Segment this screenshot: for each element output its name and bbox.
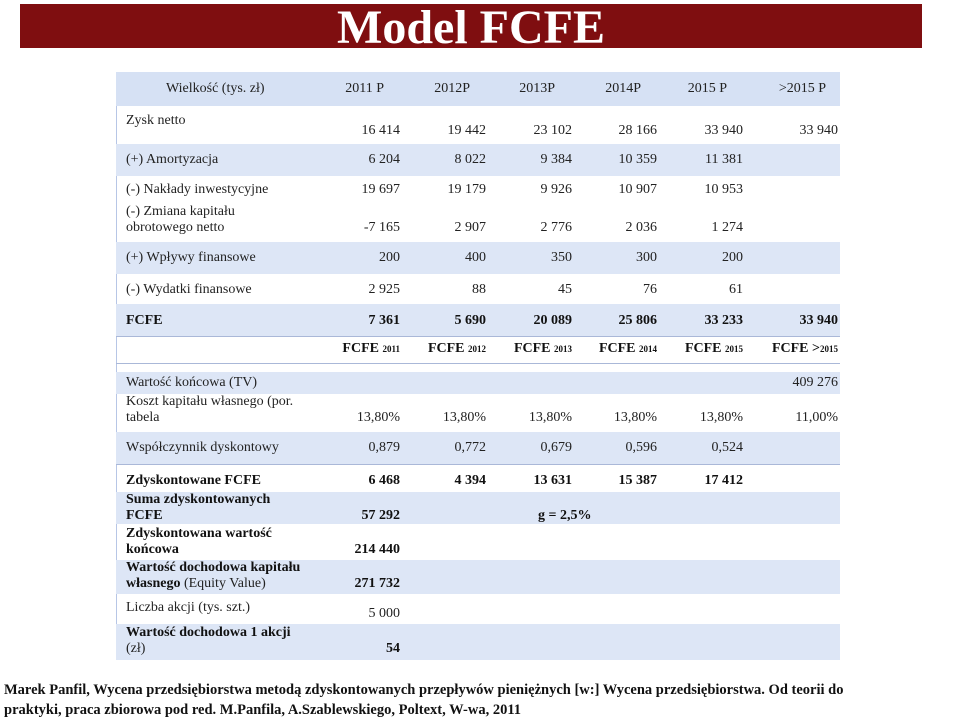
table-row-zysk bbox=[116, 106, 840, 144]
table-row-zmiana-kapitalu bbox=[116, 204, 840, 242]
row-label: (+) Amortyzacja bbox=[126, 152, 219, 167]
cell-value: 350 bbox=[551, 250, 572, 265]
cell-value: -7 165 bbox=[363, 220, 400, 235]
cell-value: 8 022 bbox=[454, 152, 486, 167]
cell-value: 57 292 bbox=[361, 508, 400, 523]
row-label: Zdyskontowane FCFE bbox=[126, 473, 261, 488]
table-row-wartosc-akcji bbox=[116, 624, 840, 660]
cell-value: 25 806 bbox=[618, 313, 657, 328]
table-row-wplywy bbox=[116, 242, 840, 274]
header-col-after-2015: >2015 P bbox=[778, 81, 826, 96]
table-row-zdyskontowane-fcfe bbox=[116, 464, 840, 493]
table-header-row bbox=[116, 72, 840, 106]
slide-title: Model FCFE bbox=[337, 1, 605, 54]
fcfe-label-2012: FCFE 2012 bbox=[427, 341, 486, 356]
cell-value: 20 089 bbox=[533, 313, 572, 328]
table-row-wydatki bbox=[116, 274, 840, 304]
cell-value: 11 381 bbox=[705, 152, 743, 167]
row-label-line2: FCFE bbox=[126, 508, 163, 523]
row-label bbox=[126, 560, 300, 592]
fcfe-label-2015: FCFE 2015 bbox=[684, 341, 743, 356]
cell-value: 10 359 bbox=[618, 152, 657, 167]
cell-value: 88 bbox=[472, 282, 486, 297]
citation-line1: Marek Panfil, Wycena przedsiębiorstwa metodą zdyskontowanych przepływów pieniężnych [w:] Wycena przedsiębiorstwa. Od teorii do bbox=[4, 682, 844, 698]
cell-value: 6 204 bbox=[368, 152, 400, 167]
cell-value: 28 166 bbox=[618, 123, 657, 138]
table-row-suma bbox=[116, 492, 840, 524]
table-row-liczba-akcji bbox=[116, 596, 840, 626]
row-label-line1: Koszt kapitału własnego (por. bbox=[126, 394, 294, 409]
cell-value: 10 953 bbox=[704, 182, 743, 197]
row-label: (+) Wpływy finansowe bbox=[126, 250, 256, 265]
cell-value: 300 bbox=[636, 250, 657, 265]
cell-value: 19 179 bbox=[447, 182, 486, 197]
header-col-2012: 2012P bbox=[434, 81, 470, 96]
table-row-equity-value bbox=[116, 560, 840, 594]
cell-value: 6 468 bbox=[368, 473, 400, 488]
fcfe-label-2014: FCFE 2014 bbox=[598, 341, 657, 356]
cell-value: 2 776 bbox=[540, 220, 572, 235]
row-label-line2: (zł) bbox=[126, 641, 146, 656]
citation-line2: praktyki, praca zbiorowa pod red. M.Panfila, A.Szablewskiego, Poltext, W-wa, 2011 bbox=[4, 702, 522, 718]
cell-value: 0,772 bbox=[454, 440, 486, 455]
cell-value: 45 bbox=[558, 282, 572, 297]
cell-value: 0,596 bbox=[625, 440, 657, 455]
row-label bbox=[126, 204, 235, 236]
fcfe-year-labels-row bbox=[116, 336, 840, 364]
source-citation bbox=[4, 680, 960, 720]
cell-value: 13,80% bbox=[528, 410, 572, 425]
row-label bbox=[126, 394, 293, 426]
row-label bbox=[126, 625, 291, 657]
cell-value: 2 907 bbox=[454, 220, 486, 235]
row-label-line2: tabela bbox=[126, 410, 160, 425]
row-label: Wartość końcowa (TV) bbox=[126, 375, 258, 390]
cell-value: 5 690 bbox=[454, 313, 486, 328]
table-row-koszt-kapitalu bbox=[116, 394, 840, 430]
header-label: Wielkość (tys. zł) bbox=[166, 81, 265, 96]
table-row-wartosc-koncowa bbox=[116, 372, 840, 394]
cell-value: 33 940 bbox=[799, 123, 838, 138]
title-banner bbox=[20, 1, 922, 54]
cell-value: 33 940 bbox=[799, 313, 838, 328]
cell-value: 13,80% bbox=[356, 410, 400, 425]
cell-value: 1 274 bbox=[711, 220, 743, 235]
row-label-line2: własnego (Equity Value) bbox=[126, 576, 266, 591]
table-row-amortyzacja bbox=[116, 144, 840, 176]
fcfe-label-after-2015: FCFE >2015 bbox=[771, 341, 838, 356]
cell-value: 23 102 bbox=[533, 123, 572, 138]
header-col-2015: 2015 P bbox=[687, 81, 727, 96]
header-col-2011: 2011 P bbox=[345, 81, 384, 96]
row-label-line2: końcowa bbox=[126, 542, 179, 557]
cell-value: 7 361 bbox=[368, 313, 400, 328]
cell-value: 9 384 bbox=[540, 152, 572, 167]
cell-value: 76 bbox=[643, 282, 657, 297]
row-label bbox=[126, 526, 272, 558]
cell-value: 0,679 bbox=[540, 440, 572, 455]
header-col-2014: 2014P bbox=[605, 81, 641, 96]
fcfe-label-2013: FCFE 2013 bbox=[513, 341, 572, 356]
row-label bbox=[126, 492, 270, 524]
cell-value: 19 442 bbox=[447, 123, 486, 138]
cell-value: 13,80% bbox=[442, 410, 486, 425]
cell-value: 13,80% bbox=[613, 410, 657, 425]
fcfe-label-2011: FCFE 2011 bbox=[342, 341, 400, 356]
cell-value: 19 697 bbox=[361, 182, 400, 197]
row-label: Zysk netto bbox=[126, 113, 186, 128]
header-col-2013: 2013P bbox=[519, 81, 555, 96]
row-label-line2: obrotowego netto bbox=[126, 220, 225, 235]
cell-value: 0,879 bbox=[368, 440, 400, 455]
cell-value: 2 925 bbox=[368, 282, 400, 297]
cell-value: 11,00% bbox=[795, 410, 838, 425]
cell-value: 10 907 bbox=[618, 182, 657, 197]
cell-value: 200 bbox=[722, 250, 743, 265]
cell-value: 0,524 bbox=[711, 440, 743, 455]
cell-value: 400 bbox=[465, 250, 486, 265]
cell-value: 33 940 bbox=[704, 123, 743, 138]
cell-value: 13 631 bbox=[533, 473, 572, 488]
cell-value: 9 926 bbox=[540, 182, 572, 197]
row-label: FCFE bbox=[126, 313, 163, 328]
row-label: (-) Nakłady inwestycyjne bbox=[126, 182, 269, 197]
cell-value: 61 bbox=[729, 282, 743, 297]
row-label: Liczba akcji (tys. szt.) bbox=[126, 600, 251, 615]
table-row-wspolczynnik bbox=[116, 432, 840, 464]
table-row-zdyskontowana-tv bbox=[116, 524, 840, 560]
row-label-line1: Zdyskontowana wartość bbox=[126, 526, 272, 541]
row-label: Współczynnik dyskontowy bbox=[126, 440, 279, 455]
row-label-line1: Suma zdyskontowanych bbox=[126, 492, 271, 507]
cell-value: 214 440 bbox=[354, 542, 400, 557]
cell-value: 4 394 bbox=[454, 473, 486, 488]
row-label-line1: Wartość dochodowa kapitału bbox=[126, 560, 301, 575]
cell-value: 2 036 bbox=[625, 220, 657, 235]
cell-value: 271 732 bbox=[354, 576, 400, 591]
cell-value: 17 412 bbox=[704, 473, 743, 488]
cell-value: 16 414 bbox=[361, 123, 400, 138]
cell-value: 5 000 bbox=[368, 606, 400, 621]
cell-value: 15 387 bbox=[618, 473, 657, 488]
table-row-fcfe bbox=[116, 304, 840, 336]
cell-value: 13,80% bbox=[699, 410, 743, 425]
cell-value: 33 233 bbox=[704, 313, 743, 328]
row-label: (-) Wydatki finansowe bbox=[126, 282, 252, 297]
row-label-line1: (-) Zmiana kapitału bbox=[126, 204, 235, 219]
table-row-naklady bbox=[116, 176, 840, 204]
growth-rate-label: g = 2,5% bbox=[538, 508, 592, 523]
cell-value: 200 bbox=[379, 250, 400, 265]
cell-value: 54 bbox=[386, 641, 400, 656]
cell-value: 409 276 bbox=[792, 375, 838, 390]
row-label-line1: Wartość dochodowa 1 akcji bbox=[126, 625, 291, 640]
